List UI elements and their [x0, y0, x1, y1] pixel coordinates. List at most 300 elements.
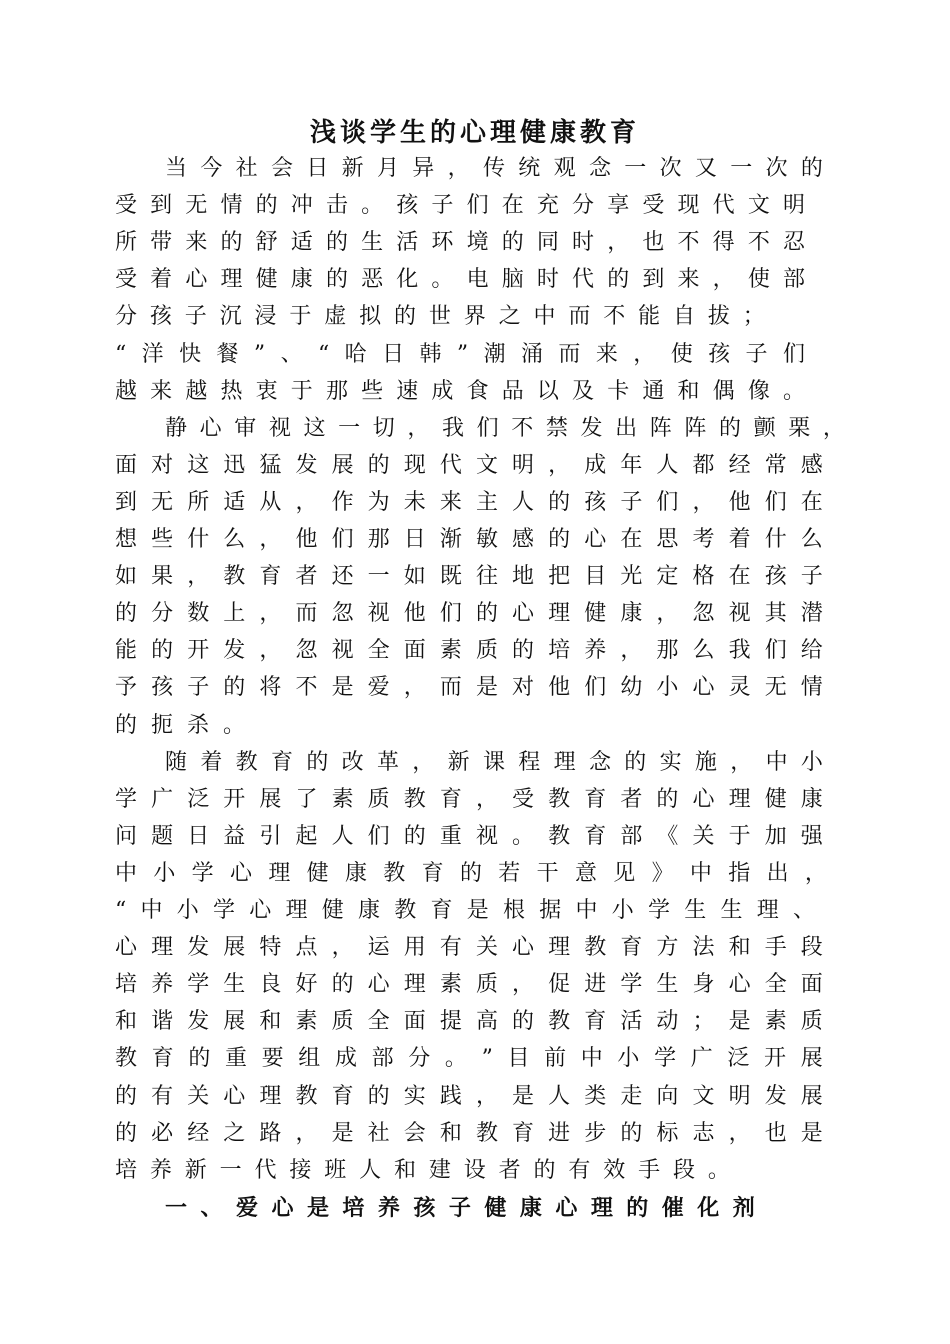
paragraph-line: [115, 1119, 823, 1149]
glyph: 如: [403, 564, 426, 590]
glyph: 有: [568, 1157, 591, 1183]
glyph: 冲: [290, 193, 313, 219]
glyph: 起: [295, 823, 318, 849]
paragraph-line: [115, 525, 823, 555]
glyph: 日: [187, 823, 210, 849]
glyph: 的: [475, 601, 498, 627]
glyph: 阵: [684, 415, 707, 441]
glyph: 谐: [151, 1009, 174, 1035]
glyph: 情: [220, 193, 243, 219]
glyph: 及: [572, 378, 595, 404]
glyph: 充: [536, 193, 559, 219]
glyph: 良: [259, 972, 282, 998]
glyph: 泛: [727, 1046, 750, 1072]
glyph: 和: [728, 935, 751, 961]
glyph: “: [115, 341, 127, 367]
glyph: 拟: [359, 304, 382, 330]
glyph: 在: [620, 527, 643, 552]
glyph: 和: [439, 1120, 462, 1146]
glyph: 时: [536, 267, 559, 293]
glyph: 和: [115, 1009, 138, 1035]
glyph: 生: [684, 898, 707, 923]
glyph: 面: [800, 972, 823, 998]
glyph: 时: [572, 230, 595, 256]
glyph: 目: [507, 1046, 530, 1072]
glyph: 了: [295, 786, 318, 812]
glyph: 些: [151, 527, 174, 552]
glyph: 到: [115, 489, 138, 515]
glyph: 洋: [141, 341, 164, 367]
glyph: 分: [572, 193, 595, 219]
glyph: 无: [151, 489, 174, 515]
glyph: 理: [403, 972, 426, 998]
glyph: 到: [642, 267, 665, 293]
glyph: 培: [115, 1157, 138, 1183]
glyph: 孩: [584, 489, 607, 515]
glyph: 能: [115, 638, 138, 664]
glyph: 育: [439, 786, 462, 812]
glyph: 理: [590, 1194, 613, 1221]
glyph: 经: [187, 1120, 210, 1146]
glyph: 育: [584, 823, 607, 849]
glyph: 高: [475, 1009, 498, 1035]
glyph: 教: [548, 823, 571, 849]
glyph: 们: [764, 638, 787, 664]
glyph: 不: [677, 230, 700, 256]
glyph: 健: [321, 898, 344, 923]
glyph: 阵: [649, 415, 672, 441]
glyph: 心: [271, 1194, 294, 1221]
glyph: 年: [620, 452, 643, 478]
glyph: ，: [259, 601, 282, 627]
glyph: 学: [191, 860, 214, 886]
glyph: 视: [367, 601, 390, 627]
glyph: 子: [448, 1194, 471, 1221]
glyph: 其: [764, 601, 787, 627]
glyph: 学: [187, 972, 210, 998]
glyph: ”: [456, 341, 469, 367]
glyph: 来: [439, 489, 462, 515]
glyph: 质: [475, 638, 498, 664]
glyph: ，: [403, 675, 426, 701]
glyph: 分: [151, 601, 174, 627]
glyph: 代: [254, 1157, 277, 1183]
glyph: 一: [338, 415, 361, 441]
glyph: 新: [447, 749, 470, 775]
glyph: 子: [431, 193, 454, 219]
glyph: 根: [502, 898, 525, 923]
glyph: 引: [259, 823, 282, 849]
glyph: 从: [259, 489, 282, 515]
glyph: 适: [223, 489, 246, 515]
glyph: 理: [548, 935, 571, 961]
glyph: 以: [536, 378, 559, 404]
glyph: 也: [764, 1120, 787, 1146]
glyph: 的: [115, 712, 138, 738]
glyph: 手: [638, 1157, 661, 1183]
paragraph-line: [115, 191, 805, 221]
glyph: 程: [518, 749, 541, 775]
glyph: 潮: [483, 341, 506, 367]
glyph: 小: [800, 749, 823, 775]
glyph: 脑: [501, 267, 524, 293]
glyph: 育: [151, 1046, 174, 1072]
glyph: 理: [220, 267, 243, 293]
glyph: 身: [692, 972, 715, 998]
glyph: 所: [115, 230, 138, 256]
glyph: 新: [184, 1157, 207, 1183]
glyph: 的: [548, 489, 571, 515]
glyph: 分: [115, 304, 138, 330]
glyph: 是: [466, 898, 489, 923]
glyph: 教: [295, 1083, 318, 1109]
glyph: 中: [765, 749, 788, 775]
glyph: 给: [800, 638, 823, 664]
glyph: 猛: [259, 452, 282, 478]
glyph: 育: [421, 860, 444, 886]
glyph: 素: [331, 786, 354, 812]
glyph: 迅: [223, 452, 246, 478]
glyph: 都: [692, 452, 715, 478]
paragraph-line: [165, 748, 823, 778]
glyph: 施: [694, 749, 717, 775]
glyph: 品: [501, 378, 524, 404]
glyph: 强: [800, 823, 823, 849]
paragraph-line: [115, 636, 823, 666]
glyph: 段: [673, 1157, 696, 1183]
glyph: 还: [331, 564, 354, 590]
glyph: 扼: [150, 712, 173, 738]
glyph: 这: [187, 452, 210, 478]
glyph: 又: [694, 156, 717, 181]
glyph: 的: [325, 230, 348, 256]
glyph: ，: [187, 564, 210, 590]
glyph: 像: [747, 378, 770, 404]
glyph: 学: [212, 898, 235, 923]
glyph: 素: [439, 638, 462, 664]
glyph: 越: [185, 378, 208, 404]
glyph: 舒: [255, 230, 278, 256]
glyph: 把: [548, 564, 571, 590]
glyph: 发: [187, 935, 210, 961]
glyph: 的: [220, 230, 243, 256]
glyph: 开: [187, 638, 210, 664]
glyph: 的: [115, 601, 138, 627]
glyph: 小: [176, 898, 199, 923]
glyph: 是: [331, 675, 354, 701]
glyph: 人: [656, 452, 679, 478]
glyph: 适: [290, 230, 313, 256]
glyph: ，: [259, 638, 282, 664]
glyph: 重: [224, 1046, 247, 1072]
glyph: 审: [234, 415, 257, 441]
glyph: 教: [394, 898, 417, 923]
glyph: 常: [764, 452, 787, 478]
glyph: 教: [475, 1120, 498, 1146]
glyph: 孩: [413, 1194, 436, 1221]
glyph: 心: [692, 786, 715, 812]
glyph: 栗: [788, 415, 811, 441]
glyph: ，: [295, 489, 318, 515]
glyph: 那: [656, 638, 679, 664]
glyph: 不: [603, 304, 626, 330]
glyph: 来: [185, 230, 208, 256]
glyph: 若: [498, 860, 521, 886]
glyph: 生: [656, 972, 679, 998]
glyph: 们: [331, 527, 354, 552]
glyph: 文: [475, 452, 498, 478]
paragraph-line: [115, 859, 827, 889]
glyph: 剂: [732, 1194, 755, 1221]
glyph: 当: [165, 156, 188, 181]
glyph: 会: [403, 1120, 426, 1146]
glyph: 广: [151, 786, 174, 812]
glyph: 主: [475, 489, 498, 515]
glyph: 格: [692, 564, 715, 590]
glyph: 问: [115, 823, 138, 849]
glyph: 生: [361, 230, 384, 256]
glyph: ，: [728, 1120, 751, 1146]
glyph: 使: [670, 341, 693, 367]
glyph: 异: [412, 156, 435, 181]
glyph: 养: [149, 1157, 172, 1183]
glyph: 视: [728, 601, 751, 627]
glyph: 日: [306, 156, 329, 181]
glyph: 我: [728, 638, 751, 664]
glyph: 是: [800, 1120, 823, 1146]
paragraph-line: [165, 154, 823, 184]
glyph: 日: [382, 341, 405, 367]
glyph: 》: [651, 860, 674, 886]
glyph: 孩: [708, 341, 731, 367]
glyph: 理: [259, 1083, 282, 1109]
glyph: 的: [533, 1157, 556, 1183]
glyph: 展: [259, 786, 282, 812]
glyph: 广: [690, 1046, 713, 1072]
glyph: 见: [613, 860, 636, 886]
glyph: 得: [712, 230, 735, 256]
paragraph-line: [115, 785, 823, 815]
glyph: 面: [403, 638, 426, 664]
glyph: 发: [580, 415, 603, 441]
glyph: 改: [341, 749, 364, 775]
glyph: 受: [512, 786, 535, 812]
glyph: 在: [800, 489, 823, 515]
glyph: 的: [624, 749, 647, 775]
glyph: 在: [728, 564, 751, 590]
glyph: 孩: [149, 304, 172, 330]
glyph: 对: [151, 452, 174, 478]
glyph: 的: [115, 1120, 138, 1146]
glyph: ，: [475, 1083, 498, 1109]
glyph: 对: [512, 675, 535, 701]
paragraph-line: [165, 414, 845, 444]
glyph: 理: [548, 601, 571, 627]
glyph: 点: [295, 935, 318, 961]
glyph: 素: [764, 1009, 787, 1035]
glyph: 代: [439, 452, 462, 478]
paragraph-line: [115, 970, 823, 1000]
glyph: 是: [475, 675, 498, 701]
glyph: 心: [229, 860, 252, 886]
glyph: 质: [367, 786, 390, 812]
glyph: 小: [153, 860, 176, 886]
glyph: 教: [383, 860, 406, 886]
glyph: 能: [638, 304, 661, 330]
glyph: 作: [331, 489, 354, 515]
glyph: 教: [548, 786, 571, 812]
glyph: 。: [361, 193, 384, 219]
glyph: 生: [223, 972, 246, 998]
glyph: 心: [728, 972, 751, 998]
glyph: 会: [270, 156, 293, 181]
glyph: 环: [431, 230, 454, 256]
glyph: 的: [626, 1194, 649, 1221]
glyph: 要: [261, 1046, 284, 1072]
glyph: 。: [512, 823, 535, 849]
glyph: 切: [372, 415, 395, 441]
glyph: 动: [656, 1009, 679, 1035]
glyph: 的: [403, 823, 426, 849]
glyph: 类: [584, 1083, 607, 1109]
glyph: 质: [800, 1009, 823, 1035]
glyph: 孩: [764, 564, 787, 590]
glyph: 们: [476, 415, 499, 441]
glyph: 么: [800, 527, 823, 552]
glyph: 心: [692, 675, 715, 701]
glyph: 实: [659, 749, 682, 775]
glyph: 界: [463, 304, 486, 330]
glyph: 渐: [439, 527, 462, 552]
glyph: 学: [647, 898, 670, 923]
paragraph-line: [115, 933, 823, 963]
glyph: 现: [677, 193, 700, 219]
glyph: 展: [331, 452, 354, 478]
paragraph-line: [115, 488, 823, 518]
glyph: 标: [656, 1120, 679, 1146]
glyph: 一: [367, 564, 390, 590]
glyph: 养: [151, 972, 174, 998]
glyph: 的: [394, 304, 417, 330]
glyph: 育: [584, 786, 607, 812]
glyph: 是: [306, 1194, 329, 1221]
glyph: 。: [444, 1046, 467, 1072]
glyph: 学: [115, 786, 138, 812]
glyph: 健: [255, 267, 278, 293]
glyph: 的: [255, 193, 278, 219]
glyph: 的: [325, 267, 348, 293]
glyph: 着: [150, 267, 173, 293]
glyph: 中: [140, 898, 163, 923]
glyph: 潜: [800, 601, 823, 627]
glyph: 康: [290, 267, 313, 293]
glyph: 小: [617, 1046, 640, 1072]
glyph: 新: [341, 156, 364, 181]
glyph: 为: [367, 489, 390, 515]
glyph: 的: [512, 638, 535, 664]
glyph: 健: [584, 601, 607, 627]
glyph: ，: [331, 935, 354, 961]
glyph: 击: [325, 193, 348, 219]
glyph: 观: [553, 156, 576, 181]
glyph: 他: [403, 601, 426, 627]
glyph: 数: [187, 601, 210, 627]
glyph: 文: [692, 1083, 715, 1109]
section-heading: [165, 1193, 755, 1223]
glyph: 偶: [712, 378, 735, 404]
glyph: 心: [199, 415, 222, 441]
glyph: 也: [642, 230, 665, 256]
glyph: 子: [620, 489, 643, 515]
glyph: ，: [656, 601, 679, 627]
glyph: 目: [584, 564, 607, 590]
glyph: 他: [728, 489, 751, 515]
glyph: 定: [656, 564, 679, 590]
glyph: 素: [439, 972, 462, 998]
glyph: “: [318, 341, 330, 367]
glyph: 是: [512, 1083, 535, 1109]
glyph: 敏: [475, 527, 498, 552]
glyph: 一: [624, 156, 647, 181]
glyph: 考: [692, 527, 715, 552]
glyph: 子: [745, 341, 768, 367]
glyph: 人: [359, 1157, 382, 1183]
glyph: 人: [331, 823, 354, 849]
glyph: 衷: [255, 378, 278, 404]
glyph: 出: [615, 415, 638, 441]
glyph: 念: [588, 156, 611, 181]
glyph: 代: [712, 193, 735, 219]
glyph: 课: [482, 749, 505, 775]
glyph: 使: [747, 267, 770, 293]
paragraph-line: [115, 265, 805, 295]
paragraph-line: [115, 711, 245, 741]
glyph: 革: [376, 749, 399, 775]
glyph: 关: [187, 1083, 210, 1109]
glyph: 理: [756, 898, 779, 923]
glyph: 社: [367, 1120, 390, 1146]
glyph: 着: [200, 749, 223, 775]
glyph: 关: [692, 823, 715, 849]
glyph: 面: [115, 452, 138, 478]
glyph: 想: [115, 527, 138, 552]
glyph: 予: [115, 675, 138, 701]
glyph: 什: [764, 527, 787, 552]
glyph: 的: [151, 638, 174, 664]
glyph: 现: [403, 452, 426, 478]
glyph: 小: [611, 898, 634, 923]
glyph: 经: [728, 452, 751, 478]
glyph: 的: [719, 415, 742, 441]
glyph: 走: [620, 1083, 643, 1109]
glyph: 之: [223, 1120, 246, 1146]
glyph: 健: [306, 860, 329, 886]
glyph: 特: [259, 935, 282, 961]
glyph: 理: [268, 860, 291, 886]
glyph: 地: [512, 564, 535, 590]
paragraph-line: [115, 228, 805, 258]
glyph: 我: [442, 415, 465, 441]
glyph: 开: [764, 1046, 787, 1072]
glyph: 们: [439, 601, 462, 627]
glyph: ”: [253, 341, 266, 367]
glyph: ，: [512, 972, 535, 998]
glyph: 者: [295, 564, 318, 590]
glyph: 的: [306, 749, 329, 775]
glyph: 关: [475, 935, 498, 961]
glyph: 无: [764, 675, 787, 701]
glyph: 。: [431, 267, 454, 293]
